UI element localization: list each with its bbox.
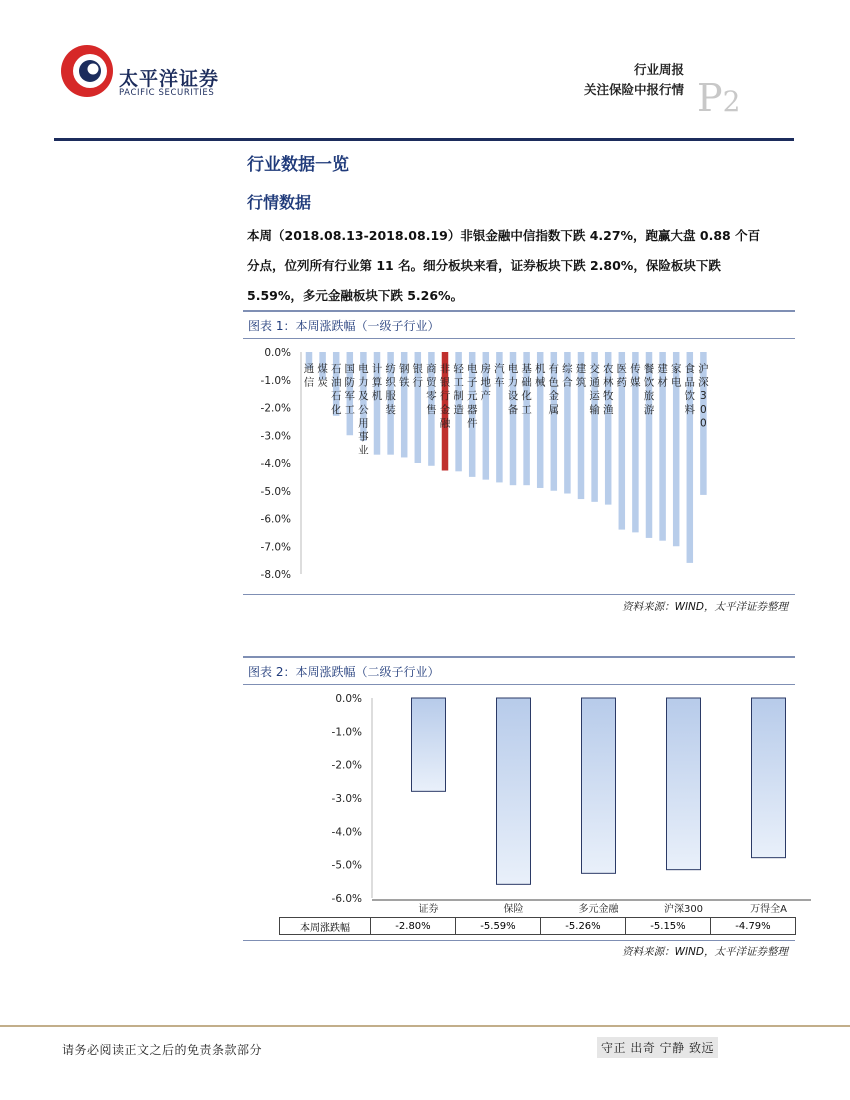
figure2-data-table: [279, 917, 796, 935]
y-tick-label: -5.0%: [260, 485, 291, 498]
bar: [582, 698, 616, 873]
category-label: 医药: [616, 363, 628, 389]
logo-english-name: PACIFIC SECURITIES: [119, 88, 215, 98]
figure2-title: 图表 2：本周涨跌幅（二级子行业）: [248, 665, 440, 679]
category-label: 房地产: [480, 363, 492, 403]
category-label: 纺织服装: [385, 363, 396, 416]
y-tick-label: -7.0%: [260, 541, 291, 554]
category-label: 保险: [503, 904, 524, 915]
footer-rule: [0, 1025, 850, 1027]
category-label: 餐饮旅游: [643, 363, 655, 416]
page-number: [697, 76, 740, 120]
category-label: 万得全A: [750, 904, 787, 915]
header-rule: [54, 138, 794, 141]
table-cell: -2.80%: [371, 918, 456, 935]
paragraph-line: 分点，位列所有行业第 11 名。细分板块来看，证券板块下跌 2.80%，保险板块下跌: [247, 258, 721, 273]
y-tick-label: -1.0%: [260, 374, 291, 387]
category-label: 电子元器件: [466, 363, 478, 430]
footer-motto: 守正 出奇 宁静 致远: [597, 1037, 718, 1058]
figure2-bottom-rule: [243, 940, 795, 941]
category-label: 汽车: [494, 363, 505, 389]
category-label: 沪深 3 0 0: [698, 363, 709, 430]
bar: [752, 698, 786, 858]
category-label: 电力设备: [507, 363, 519, 416]
category-label: 钢铁: [398, 363, 410, 389]
table-row-label: 本周涨跌幅: [280, 918, 371, 935]
logo-chinese-name: 太平洋证券: [119, 68, 220, 90]
page-prefix: P: [697, 76, 723, 120]
figure1-bottom-rule: [243, 594, 795, 595]
category-label: 轻工制造: [453, 363, 464, 416]
table-cell: -5.26%: [541, 918, 626, 935]
category-label: 传媒: [630, 363, 641, 389]
y-tick-label: -3.0%: [260, 430, 291, 443]
report-title: 关注保险中报行情: [583, 82, 684, 97]
category-label: 家电: [670, 363, 682, 389]
table-cell: -4.79%: [711, 918, 796, 935]
section-heading: 行业数据一览: [247, 155, 349, 175]
category-label: 机械: [534, 363, 546, 389]
category-label: 石油石化: [330, 363, 342, 416]
category-label: 多元金融: [578, 904, 619, 915]
report-type: 行业周报: [633, 62, 684, 77]
figure2-title-rule: [243, 684, 795, 685]
bar: [667, 698, 701, 870]
category-label: 计算机: [371, 363, 383, 403]
figure1-source: 资料来源：WIND，太平洋证券整理: [622, 601, 788, 613]
table-cell: -5.15%: [626, 918, 711, 935]
category-label: 银行: [412, 363, 424, 389]
y-tick-label: -2.0%: [331, 759, 362, 772]
y-tick-label: -8.0%: [260, 569, 291, 581]
figure1-chart: [243, 340, 795, 592]
y-tick-label: -4.0%: [331, 826, 362, 839]
y-tick-label: 0.0%: [335, 693, 362, 705]
figure2-chart: [243, 686, 795, 915]
y-tick-label: -5.0%: [331, 859, 362, 872]
table-cell: -5.59%: [456, 918, 541, 935]
table-row: [280, 918, 796, 935]
category-label: 国防军工: [344, 363, 356, 416]
y-tick-label: -6.0%: [331, 893, 362, 905]
figure1-title: 图表 1：本周涨跌幅（一级子行业）: [248, 319, 440, 333]
summary-paragraph: [247, 221, 795, 311]
y-tick-label: -6.0%: [260, 513, 291, 526]
category-label: 农林牧渔: [602, 363, 614, 416]
y-tick-label: -2.0%: [260, 402, 291, 415]
subsection-heading: 行情数据: [247, 193, 312, 212]
figure1-title-rule: [243, 338, 795, 339]
company-logo-icon: [60, 44, 114, 98]
paragraph-line: 本周（2018.08.13-2018.08.19）非银金融中信指数下跌 4.27%，跑赢大盘 0.88 个百: [247, 228, 761, 243]
y-tick-label: -4.0%: [260, 458, 291, 470]
figure2-source: 资料来源：WIND，太平洋证券整理: [622, 946, 788, 958]
category-label: 建材: [657, 363, 668, 389]
category-label: 商贸零售: [426, 363, 437, 416]
page-digit: 2: [722, 85, 741, 118]
category-label: 通信: [303, 363, 315, 389]
figure1-top-rule: [243, 310, 795, 312]
category-label: 食品饮料: [684, 363, 696, 416]
category-label: 煤炭: [317, 363, 328, 389]
category-label: 基础化工: [521, 363, 532, 416]
category-label: 电力及公用事业: [358, 363, 369, 457]
footer-disclaimer: 请务必阅读正文之后的免责条款部分: [62, 1043, 263, 1057]
category-label: 交通运输: [589, 363, 600, 416]
category-label: 有色金属: [548, 363, 560, 416]
figure2-top-rule: [243, 656, 795, 658]
y-tick-label: -3.0%: [331, 793, 362, 805]
category-label: 非银行金融: [439, 363, 451, 430]
category-label: 建筑: [575, 363, 587, 389]
category-label: 沪深300: [663, 904, 704, 915]
bar: [412, 698, 446, 791]
y-tick-label: -1.0%: [331, 726, 362, 739]
paragraph-line: 5.59%，多元金融板块下跌 5.26%。: [247, 288, 464, 303]
category-label: 证券: [418, 904, 439, 915]
bar: [497, 698, 531, 884]
category-label: 综合: [562, 363, 573, 389]
y-tick-label: 0.0%: [264, 347, 291, 359]
